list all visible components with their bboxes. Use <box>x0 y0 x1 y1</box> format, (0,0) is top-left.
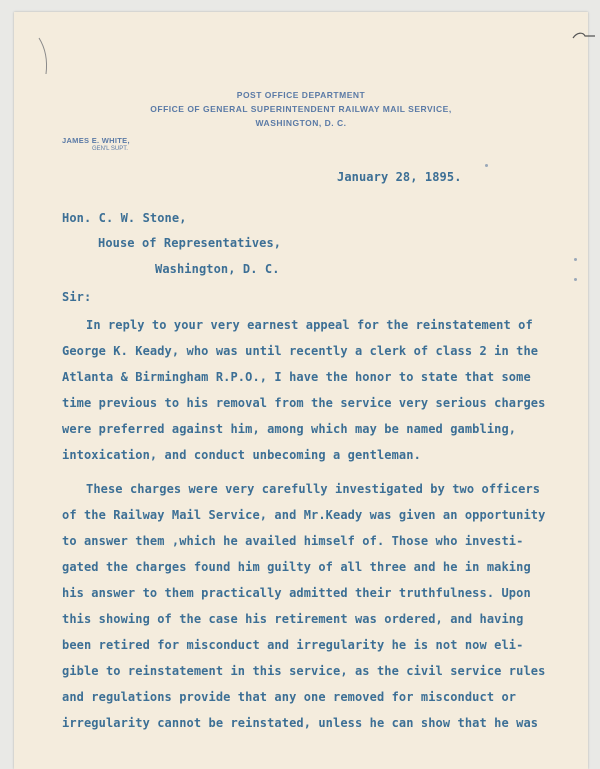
pencil-mark <box>36 36 52 76</box>
paper-spot <box>574 258 577 261</box>
body-line: gated the charges found him guilty of all three and he in making <box>62 560 531 574</box>
sender-name: JAMES E. WHITE, <box>62 136 130 145</box>
body-line: his answer to them practically admitted their truthfulness. Upon <box>62 586 531 600</box>
body-line: intoxication, and conduct unbecoming a gentleman. <box>62 448 421 462</box>
body-line: and regulations provide that any one removed for misconduct or <box>62 690 517 704</box>
paper-spot <box>574 278 577 281</box>
recipient-name: Hon. C. W. Stone, <box>62 211 187 225</box>
letterhead-line-3: WASHINGTON, D. C. <box>255 118 347 128</box>
recipient-city: Washington, D. C. <box>155 262 280 276</box>
body-line: In reply to your very earnest appeal for the reinstatement of <box>86 318 533 332</box>
body-line: George K. Keady, who was until recently a clerk of class 2 in the <box>62 344 539 358</box>
body-line: to answer them ,which he availed himself of. Those who investi- <box>62 534 524 548</box>
sender-title: GEN'L SUPT. <box>92 146 128 152</box>
body-line: this showing of the case his retirement was ordered, and having <box>62 612 524 626</box>
body-line: been retired for misconduct and irregularity he is not now eli- <box>62 638 524 652</box>
letterhead-line-2: OFFICE OF GENERAL SUPERINTENDENT RAILWAY MAIL SERVICE, <box>150 104 452 114</box>
body-line: gible to reinstatement in this service, as the civil service rules <box>62 664 546 678</box>
body-line: Atlanta & Birmingham R.P.O., I have the honor to state that some <box>62 370 531 384</box>
paper-spot <box>485 164 488 167</box>
letter-date: January 28, 1895. <box>337 170 462 184</box>
letter-page <box>14 12 588 769</box>
salutation: Sir: <box>62 290 92 304</box>
body-line: time previous to his removal from the service very serious charges <box>62 396 546 410</box>
recipient-office: House of Representatives, <box>98 236 282 250</box>
corner-scribble <box>571 30 597 42</box>
letterhead-line-1: POST OFFICE DEPARTMENT <box>236 90 366 100</box>
sender-block <box>62 136 130 152</box>
body-line: These charges were very carefully investigated by two officers <box>86 482 541 496</box>
body-line: irregularity cannot be reinstated, unless he can show that he was <box>62 716 539 730</box>
body-line: of the Railway Mail Service, and Mr.Keady was given an opportunity <box>62 508 546 522</box>
body-line: were preferred against him, among which may be named gambling, <box>62 422 517 436</box>
